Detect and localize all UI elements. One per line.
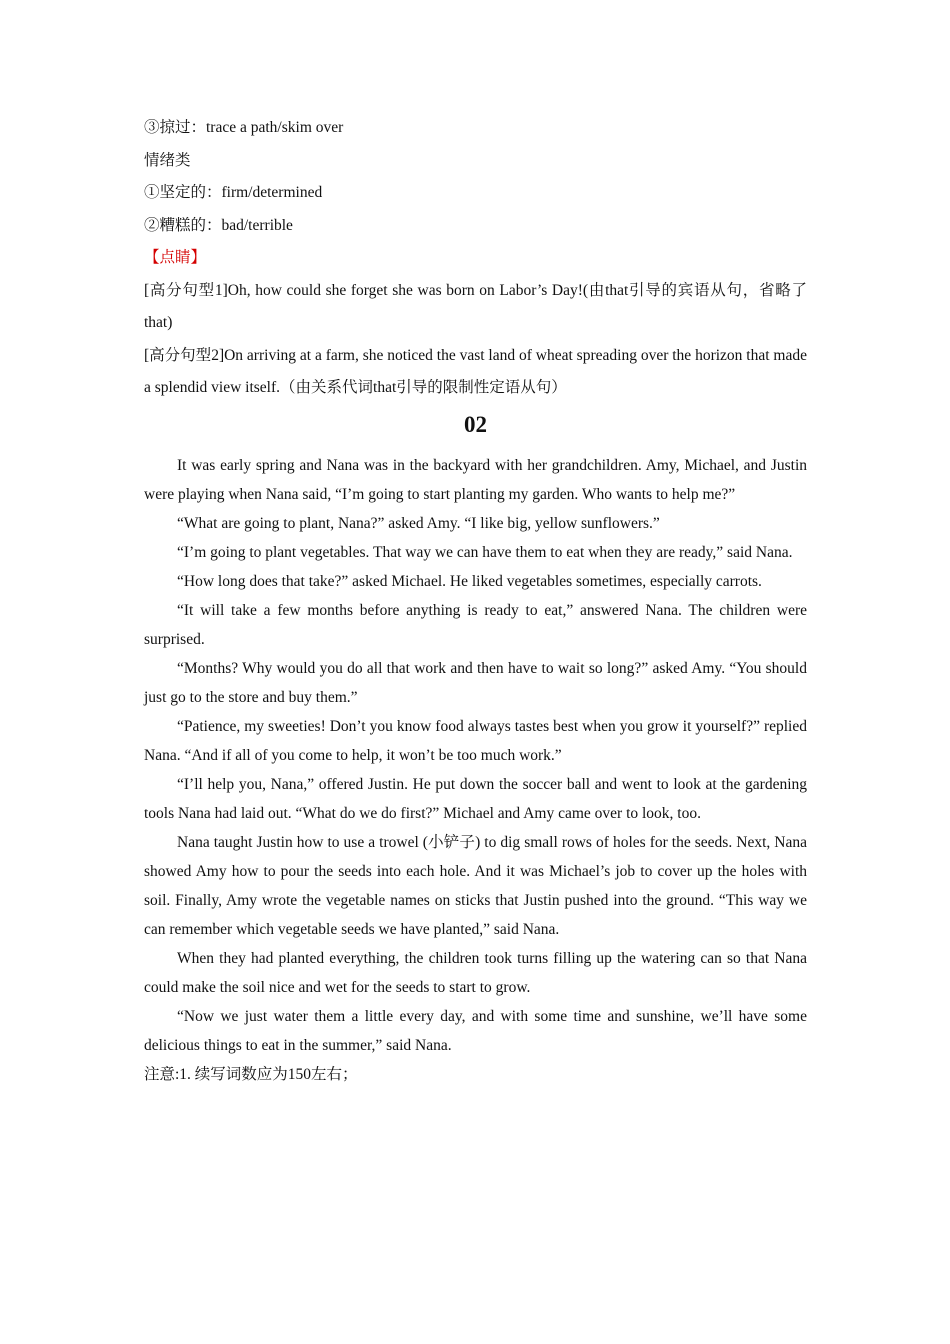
- section-heading: 02: [464, 411, 487, 437]
- story-paragraph: When they had planted everything, the children took turns filling up the watering can so that Nana could make the soil nice and wet for the seeds to start to grow.: [144, 949, 807, 996]
- vocab-item-skim: ③掠过：trace a path/skim over: [144, 119, 344, 136]
- vocab-item-firm: ①坚定的：firm/determined: [144, 184, 323, 201]
- vocab-category-emotion: 情绪类: [144, 151, 191, 169]
- story-paragraph: “How long does that take?” asked Michael. He liked vegetables sometimes, especially carrots.: [177, 572, 762, 590]
- story-text: [144, 451, 807, 1060]
- story-paragraph: “I’ll help you, Nana,” offered Justin. He put down the soccer ball and went to look at the gardening tools Nana had laid out. “What do we do first?” Michael and Amy came over to look, too.: [144, 775, 807, 822]
- story-paragraph: Nana taught Justin how to use a trowel (小铲子) to dig small rows of holes for the seeds. Next, Nana showed Amy how to pour the seeds into each hole. And it was Michael’s job to cover up the holes with soil. Finally, Amy wrote the vegetable names on sticks that Justin pushed into the ground. “This way we can remember which vegetable seeds we have planted,” said Nana.: [144, 833, 807, 938]
- vocab-item-bad: ②糟糕的：bad/terrible: [144, 216, 293, 234]
- story-paragraph: It was early spring and Nana was in the backyard with her grandchildren. Amy, Michael, and Justin were playing when Nana said, “I’m going to start planting my garden. Who wants to help me?”: [144, 456, 807, 503]
- story-paragraph: “Patience, my sweeties! Don’t you know food always tastes best when you grow it yourself?” replied Nana. “And if all of you come to help, it won’t be too much work.”: [144, 717, 807, 764]
- high-score-sentence-2: [高分句型2]On arriving at a farm, she noticed the vast land of wheat spreading over the horizon that made a splendid view itself.（由关系代词that引导的限制性定语从句）: [144, 346, 807, 396]
- writing-note: 注意:1. 续写词数应为150左右；: [144, 1065, 358, 1083]
- highlight-label: 【点睛】: [144, 249, 207, 266]
- story-paragraph: “I’m going to plant vegetables. That way we can have them to eat when they are ready,” said Nana.: [177, 543, 793, 561]
- story-paragraph: “Now we just water them a little every day, and with some time and sunshine, we’ll have some delicious things to eat in the summer,” said Nana.: [144, 1007, 807, 1054]
- high-score-sentence-1: [高分句型1]Oh, how could she forget she was born on Labor’s Day!(由that引导的宾语从句，省略了that): [144, 281, 807, 331]
- story-paragraph: “It will take a few months before anything is ready to eat,” answered Nana. The children were surprised.: [144, 601, 807, 648]
- document-page: [144, 112, 807, 1089]
- story-paragraph: “What are going to plant, Nana?” asked Amy. “I like big, yellow sunflowers.”: [177, 514, 660, 532]
- story-paragraph: “Months? Why would you do all that work and then have to wait so long?” asked Amy. “You should just go to the store and buy them.”: [144, 659, 807, 706]
